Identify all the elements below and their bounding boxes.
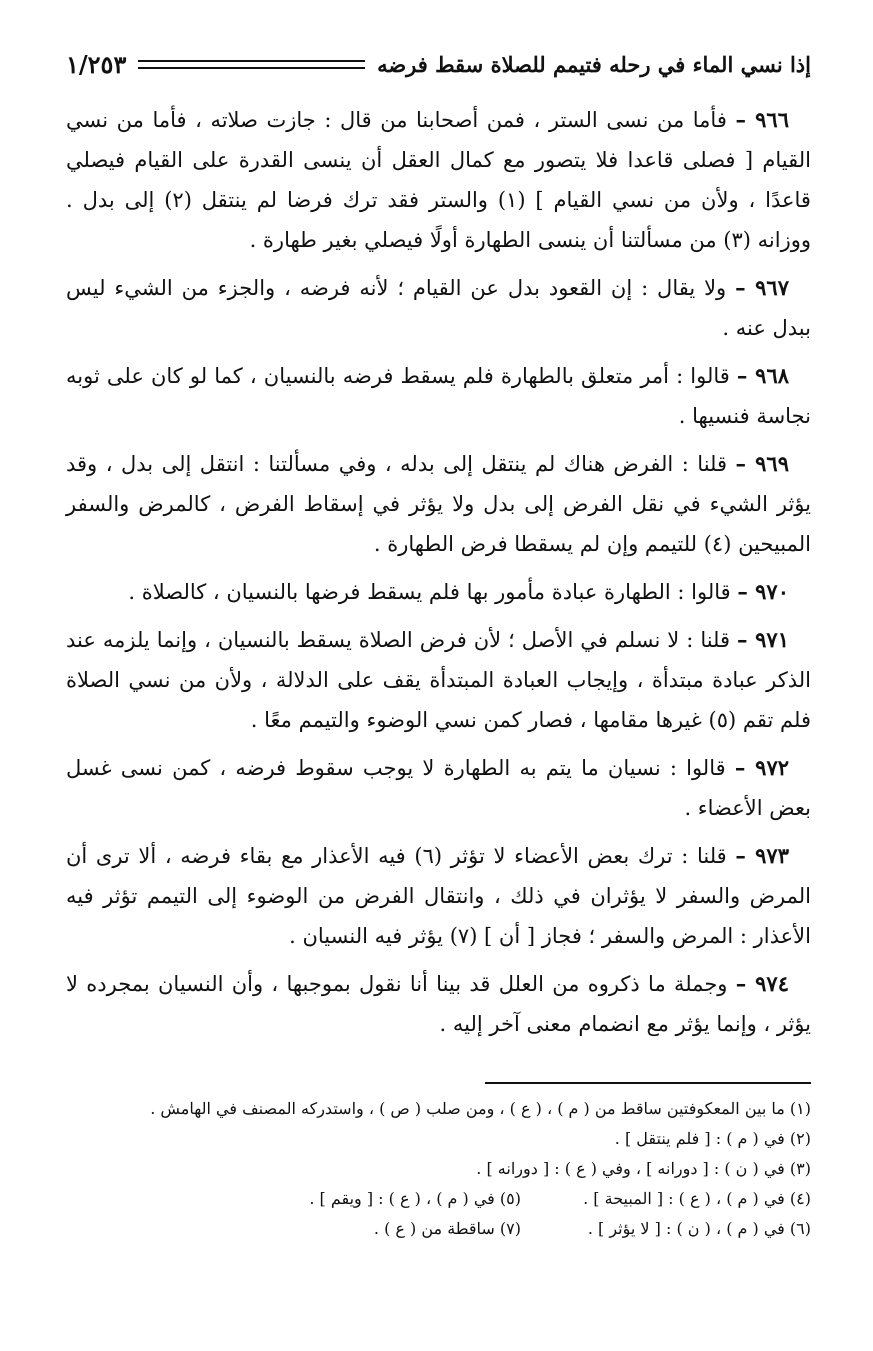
paragraph	[66, 748, 811, 828]
footnote: (٧) ساقطة من ( ع ) .	[373, 1219, 521, 1238]
paragraph-number: ٩٧٤ –	[735, 971, 789, 996]
paragraph	[66, 964, 811, 1044]
footnote: (٣) في ( ن ) : [ دورانه ] ، وفي ( ع ) : [ دورانه ] .	[476, 1159, 811, 1178]
paragraph-text: وجملة ما ذكروه من العلل قد بينا أنا نقول بموجبها ، وأن النسيان بمجرده لا يؤثر ، وإنما يؤثر مع انضمام معنى آخر إليه .	[66, 972, 811, 1036]
footnote: (٦) في ( م ) ، ( ن ) : [ لا يؤثر ] .	[587, 1219, 811, 1238]
paragraph	[66, 356, 811, 436]
footnote: (١) ما بين المعكوفتين ساقط من ( م ) ، ( ع ) ، ومن صلب ( ص ) ، واستدركه المصنف في الهامش .	[150, 1099, 811, 1118]
paragraph-number: ٩٧١ –	[737, 627, 789, 652]
chapter-title: إذا نسي الماء في رحله فتيمم للصلاة سقط فرضه	[377, 51, 811, 77]
paragraph-number: ٩٧٢ –	[734, 755, 790, 780]
footnotes	[66, 1094, 811, 1244]
paragraph	[66, 268, 811, 348]
paragraph-text: قلنا : ترك بعض الأعضاء لا تؤثر (٦) فيه الأعذار مع بقاء فرضه ، ألا ترى أن المرض والسفر لا يؤثران في ذلك ، وانتقال الفرض من الوضوء إلى التيمم تؤثر فيه الأعذار : المرض والسفر ؛ فجاز [ أن ] (٧) يؤثر فيه النسيان .	[66, 844, 811, 948]
paragraph	[66, 620, 811, 740]
paragraph-number: ٩٦٧ –	[735, 275, 789, 300]
paragraph	[66, 572, 811, 612]
paragraph	[66, 100, 811, 260]
footnote-row	[66, 1184, 811, 1214]
paragraph-number: ٩٧٠ –	[737, 579, 789, 604]
paragraph-text: فأما من نسى الستر ، فمن أصحابنا من قال : جازت صلاته ، فأما من نسي القيام [ فصلى قاعدا فلا يتصور مع كمال العقل أن ينسى القدرة على القيام فيصلي قاعدًا ، ولأن من نسي القيام ] (١) والستر فقد ترك فرضا لم ينتقل (٢) إلى بدل . ووزانه (٣) من مسألتنا أن ينسى الطهارة أولًا فيصلي بغير طهارة .	[66, 108, 811, 252]
paragraph-text: قالوا : الطهارة عبادة مأمور بها فلم يسقط فرضها بالنسيان ، كالصلاة .	[128, 580, 731, 604]
paragraph-text: قالوا : أمر متعلق بالطهارة فلم يسقط فرضه بالنسيان ، كما لو كان على ثوبه نجاسة فنسيها .	[66, 364, 811, 428]
running-header	[66, 46, 811, 82]
paragraph-number: ٩٦٨ –	[736, 363, 790, 388]
paragraph-number: ٩٦٩ –	[735, 451, 789, 476]
paragraph-text: قلنا : لا نسلم في الأصل ؛ لأن فرض الصلاة يسقط بالنسيان ، وإنما يلزمه عند الذكر عبادة مبتدأة ، وإيجاب العبادة المبتدأة يقف على الدلالة ، ولأن من نسي الصلاة فلم تقم (٥) غيرها مقامها ، فصار كمن نسي الوضوء والتيمم معًا .	[66, 628, 811, 732]
paragraph-number: ٩٦٦ –	[735, 107, 789, 132]
paragraph-text: ولا يقال : إن القعود بدل عن القيام ؛ لأنه فرضه ، والجزء من الشيء ليس ببدل عنه .	[66, 276, 811, 340]
footnote: (٤) في ( م ) ، ( ع ) : [ المبيحة ] .	[583, 1189, 811, 1208]
header-rule	[138, 60, 365, 69]
paragraph-text: قالوا : نسيان ما يتم به الطهارة لا يوجب سقوط فرضه ، كمن نسى غسل بعض الأعضاء .	[66, 756, 811, 820]
paragraph	[66, 836, 811, 956]
paragraph-number: ٩٧٣ –	[735, 843, 789, 868]
footnote-divider	[485, 1082, 811, 1084]
footnote: (٥) في ( م ) ، ( ع ) : [ ويقم ] .	[309, 1189, 521, 1208]
body-text	[66, 100, 811, 1052]
paragraph	[66, 444, 811, 564]
paragraph-text: قلنا : الفرض هناك لم ينتقل إلى بدله ، وفي مسألتنا : انتقل إلى بدل ، وقد يؤثر الشيء في نقل الفرض إلى بدل ولا يؤثر في إسقاط الفرض ، كالمرض والسفر المبيحين (٤) للتيمم وإن لم يسقطا فرض الطهارة .	[66, 452, 811, 556]
page-number: ١/٢٥٣	[66, 49, 127, 79]
footnote: (٢) في ( م ) : [ فلم ينتقل ] .	[614, 1129, 811, 1148]
footnote-row	[66, 1214, 811, 1244]
